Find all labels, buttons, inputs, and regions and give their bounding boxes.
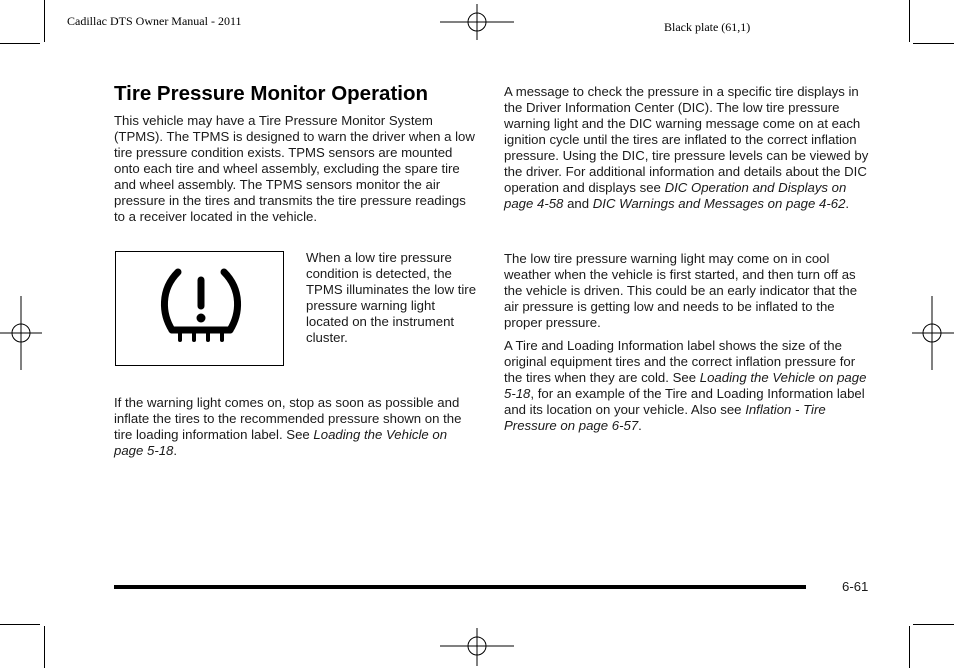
running-header-right: Black plate (61,1) — [664, 20, 751, 34]
tire-label-text-continued: , for an example of the Tire and Loading Information label and its location on your vehicle. Also see — [504, 386, 865, 417]
warning-paragraph — [114, 395, 480, 459]
tire-label-paragraph — [504, 338, 870, 434]
crop-mark — [913, 43, 954, 44]
dic-text: A message to check the pressure in a specific tire displays in the Driver Information Center (DIC). The low tire pressure warning light and the DIC warning message come on at each ignition cycle until the tires are inflated to the correct inflation pressure. Using the DIC, tire pressure levels can be viewed by the driver. For additional information and details about the DIC operation and displays see — [504, 84, 869, 195]
cross-reference-link[interactable]: Loading the Vehicle on page 5-18 — [114, 427, 448, 458]
icon-caption: When a low tire pressure condition is detected, the TPMS illuminates the low tire pressure warning light located on the instrument cluster. — [306, 250, 477, 345]
warning-text: If the warning light comes on, stop as soon as possible and inflate the tires to the recommended pressure shown on the tire loading information label. See — [114, 395, 462, 442]
registration-mark-icon — [440, 628, 514, 668]
registration-mark-icon — [0, 296, 42, 370]
conjunction: and — [563, 196, 593, 211]
crop-mark — [909, 626, 910, 668]
cross-reference-link[interactable]: DIC Warnings and Messages on page 4-62 — [592, 196, 846, 211]
tpms-icon-frame — [115, 251, 284, 366]
running-header-left: Cadillac DTS Owner Manual - 2011 — [67, 14, 242, 28]
dic-paragraph — [504, 84, 870, 212]
punctuation: . — [845, 196, 850, 211]
cool-weather-paragraph: The low tire pressure warning light may come on in cool weather when the vehicle is first started, and then turn off as the vehicle is driven. This could be an early indicator that the air pressure is getting low and needs to be inflated to the proper pressure. — [504, 251, 858, 330]
tire-label-text: A Tire and Loading Information label shows the size of the original equipment tires and the correct inflation pressure for the tires when they are cold. See — [504, 338, 856, 385]
footer-rule — [114, 585, 806, 589]
crop-mark — [0, 624, 40, 625]
registration-mark-icon — [440, 2, 514, 42]
punctuation: . — [173, 443, 178, 458]
crop-mark — [44, 0, 45, 42]
section-title: Tire Pressure Monitor Operation — [114, 82, 429, 105]
crop-mark — [909, 0, 910, 42]
cross-reference-link[interactable]: Inflation - Tire Pressure on page 6-57 — [504, 402, 826, 433]
intro-paragraph: This vehicle may have a Tire Pressure Monitor System (TPMS). The TPMS is designed to warn the driver when a low tire pressure condition exists. TPMS sensors are mounted onto each tire and wheel assembly, excluding the spare tire and wheel assembly. The TPMS sensors monitor the air pressure in the tires and transmits the tire pressure readings to a receiver located in the vehicle. — [114, 113, 475, 224]
cross-reference-link[interactable]: DIC Operation and Displays on page 4-58 — [504, 180, 847, 211]
punctuation: . — [638, 418, 642, 433]
page-number: 6-61 — [842, 579, 869, 594]
cross-reference-link[interactable]: Loading the Vehicle on page 5-18 — [504, 370, 867, 401]
crop-mark — [913, 624, 954, 625]
crop-mark — [0, 43, 40, 44]
tire-pressure-warning-icon — [116, 252, 282, 364]
registration-mark-icon — [912, 296, 954, 370]
crop-mark — [44, 626, 45, 668]
